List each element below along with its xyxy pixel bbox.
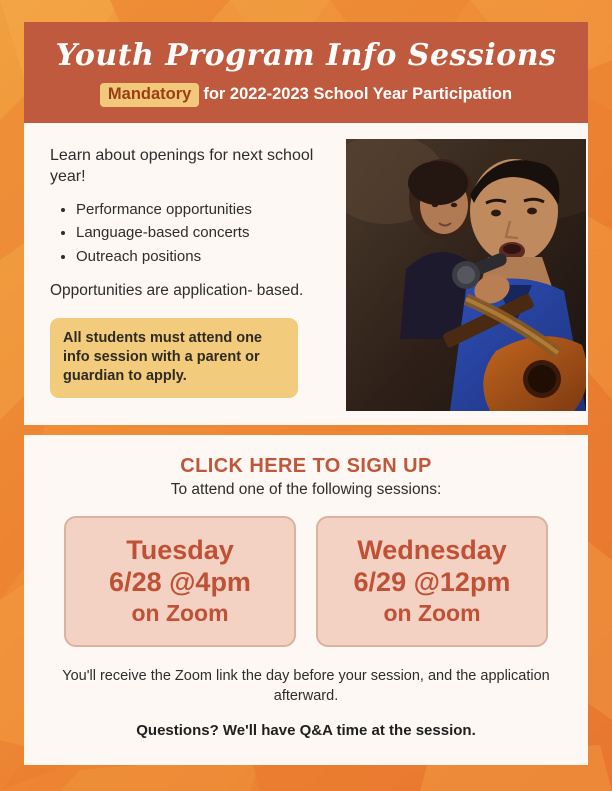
list-item: • Performance opportunities bbox=[76, 199, 332, 222]
callout-box: All students must attend one info session with a parent or guardian to apply. bbox=[50, 318, 298, 398]
info-section bbox=[24, 123, 588, 425]
session-card-tuesday[interactable] bbox=[64, 516, 296, 648]
header-band bbox=[24, 22, 588, 123]
opportunity-note: Opportunities are application- based. bbox=[50, 282, 304, 300]
signup-link[interactable]: CLICK HERE TO SIGN UP bbox=[180, 454, 432, 477]
info-column bbox=[40, 139, 332, 411]
zoom-note: You'll receive the Zoom link the day before your session, and the application afterward. bbox=[62, 668, 550, 704]
attend-instruction: To attend one of the following sessions: bbox=[170, 480, 442, 498]
poster-card bbox=[24, 22, 588, 770]
list-item: • Language-based concerts bbox=[76, 222, 332, 245]
session-date: 6/29 @12pm bbox=[353, 567, 511, 598]
session-place: on Zoom bbox=[383, 600, 481, 627]
status-badge: Mandatory bbox=[100, 83, 199, 107]
signup-section bbox=[24, 435, 588, 765]
page-title: Youth Program Info Sessions bbox=[55, 38, 557, 73]
session-date: 6/28 @4pm bbox=[109, 567, 251, 598]
lead-text: Learn about openings for next school year! bbox=[50, 146, 314, 186]
photo-students-singing bbox=[346, 139, 586, 411]
list-item: • Outreach positions bbox=[76, 246, 332, 269]
session-day: Tuesday bbox=[126, 534, 234, 565]
session-card-wednesday[interactable] bbox=[316, 516, 548, 648]
photo-illustration-icon bbox=[346, 139, 586, 411]
sessions-row bbox=[42, 516, 570, 648]
session-day: Wednesday bbox=[357, 534, 507, 565]
subtitle-text: for 2022-2023 School Year Participation bbox=[203, 84, 513, 103]
opportunity-list bbox=[50, 199, 332, 269]
questions-note: Questions? We'll have Q&A time at the session. bbox=[136, 721, 476, 739]
subtitle-row bbox=[44, 83, 568, 107]
session-place: on Zoom bbox=[131, 600, 229, 627]
